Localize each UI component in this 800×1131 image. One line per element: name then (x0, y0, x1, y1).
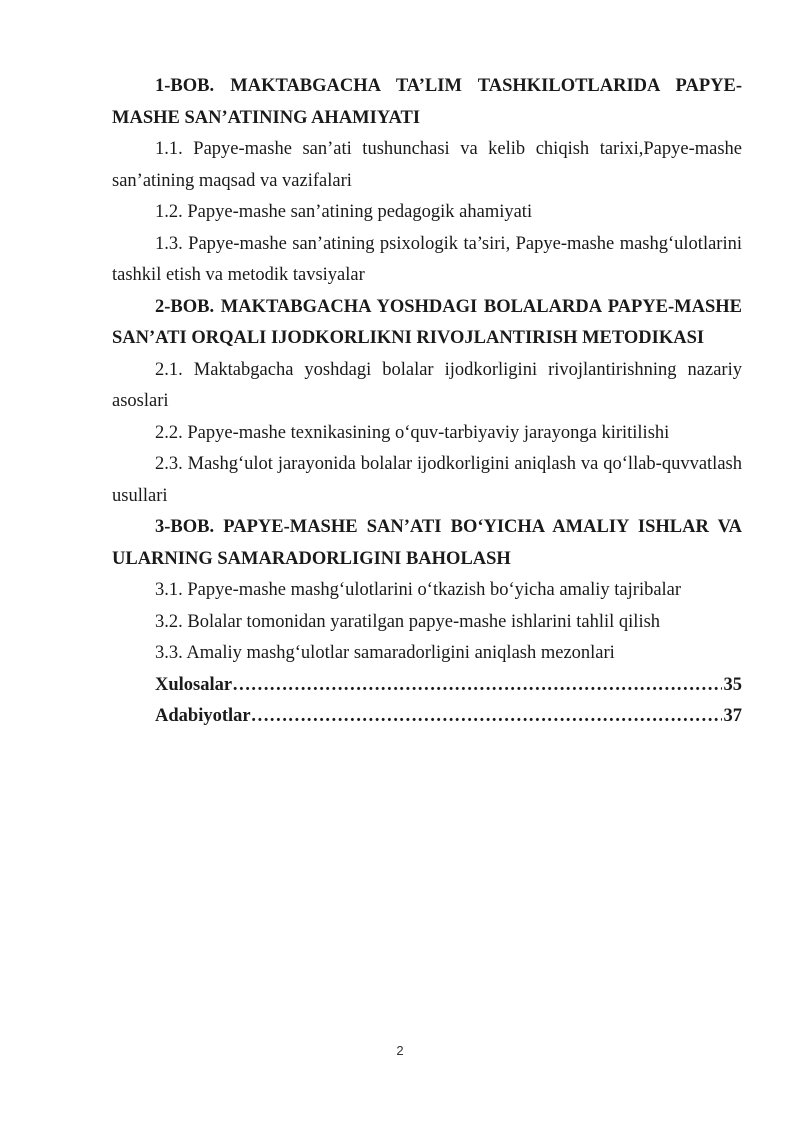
toc-entry-page: 35 (723, 674, 742, 695)
section-2-2: 2.2. Papye-mashe texnikasining o‘quv-tarbiyaviy jarayonga kiritilishi (155, 422, 670, 443)
dot-leader (251, 701, 722, 733)
toc-entry-conclusions (112, 670, 742, 702)
section-2-3: 2.3. Mashg‘ulot jarayonida bolalar ijodkorligini aniqlash va qo‘llab-quvvatlash usullari (112, 454, 742, 506)
toc-entry-label: Xulosalar (155, 674, 233, 695)
toc-entry-references (112, 701, 742, 733)
section-3-3: 3.3. Amaliy mashg‘ulotlar samaradorligini aniqlash mezonlari (155, 643, 615, 663)
section-1-1: 1.1. Papye-mashe san’ati tushunchasi va kelib chiqish tarixi,Papye-mashe san’atining maqsad va vazifalari (112, 139, 742, 191)
section-1-3: 1.3. Papye-mashe san’atining psixologik ta’siri, Papye-mashe mashg‘ulotlarini tashkil etish va metodik tavsiyalar (112, 233, 742, 285)
dot-leader (232, 670, 721, 702)
chapter-3-title: 3-BOB. PAPYE-MASHE SAN’ATI BO‘YICHA AMALIY ISHLAR VA ULARNING SAMARADORLIGINI BAHOLASH (112, 517, 742, 569)
toc-entry-page: 37 (723, 706, 742, 726)
page-number: 2 (396, 1043, 404, 1058)
toc-entry-label: Adabiyotlar (155, 706, 251, 726)
section-3-2: 3.2. Bolalar tomonidan yaratilgan papye-mashe ishlarini tahlil qilish (155, 611, 661, 632)
table-of-contents (112, 71, 742, 733)
section-2-1: 2.1. Maktabgacha yoshdagi bolalar ijodkorligini rivojlantirishning nazariy asoslari (112, 359, 742, 411)
chapter-2-title: 2-BOB. MAKTABGACHA YOSHDAGI BOLALARDA PAPYE-MASHE SAN’ATI ORQALI IJODKORLIKNI RIVOJLANTIRISH METODIKASI (112, 296, 742, 348)
section-3-1: 3.1. Papye-mashe mashg‘ulotlarini o‘tkazish bo‘yicha amaliy tajribalar (155, 580, 682, 600)
chapter-1-title: 1-BOB. MAKTABGACHA TA’LIM TASHKILOTLARIDA PAPYE-MASHE SAN’ATINING AHAMIYATI (112, 76, 742, 128)
section-1-2: 1.2. Papye-mashe san’atining pedagogik ahamiyati (155, 202, 533, 222)
